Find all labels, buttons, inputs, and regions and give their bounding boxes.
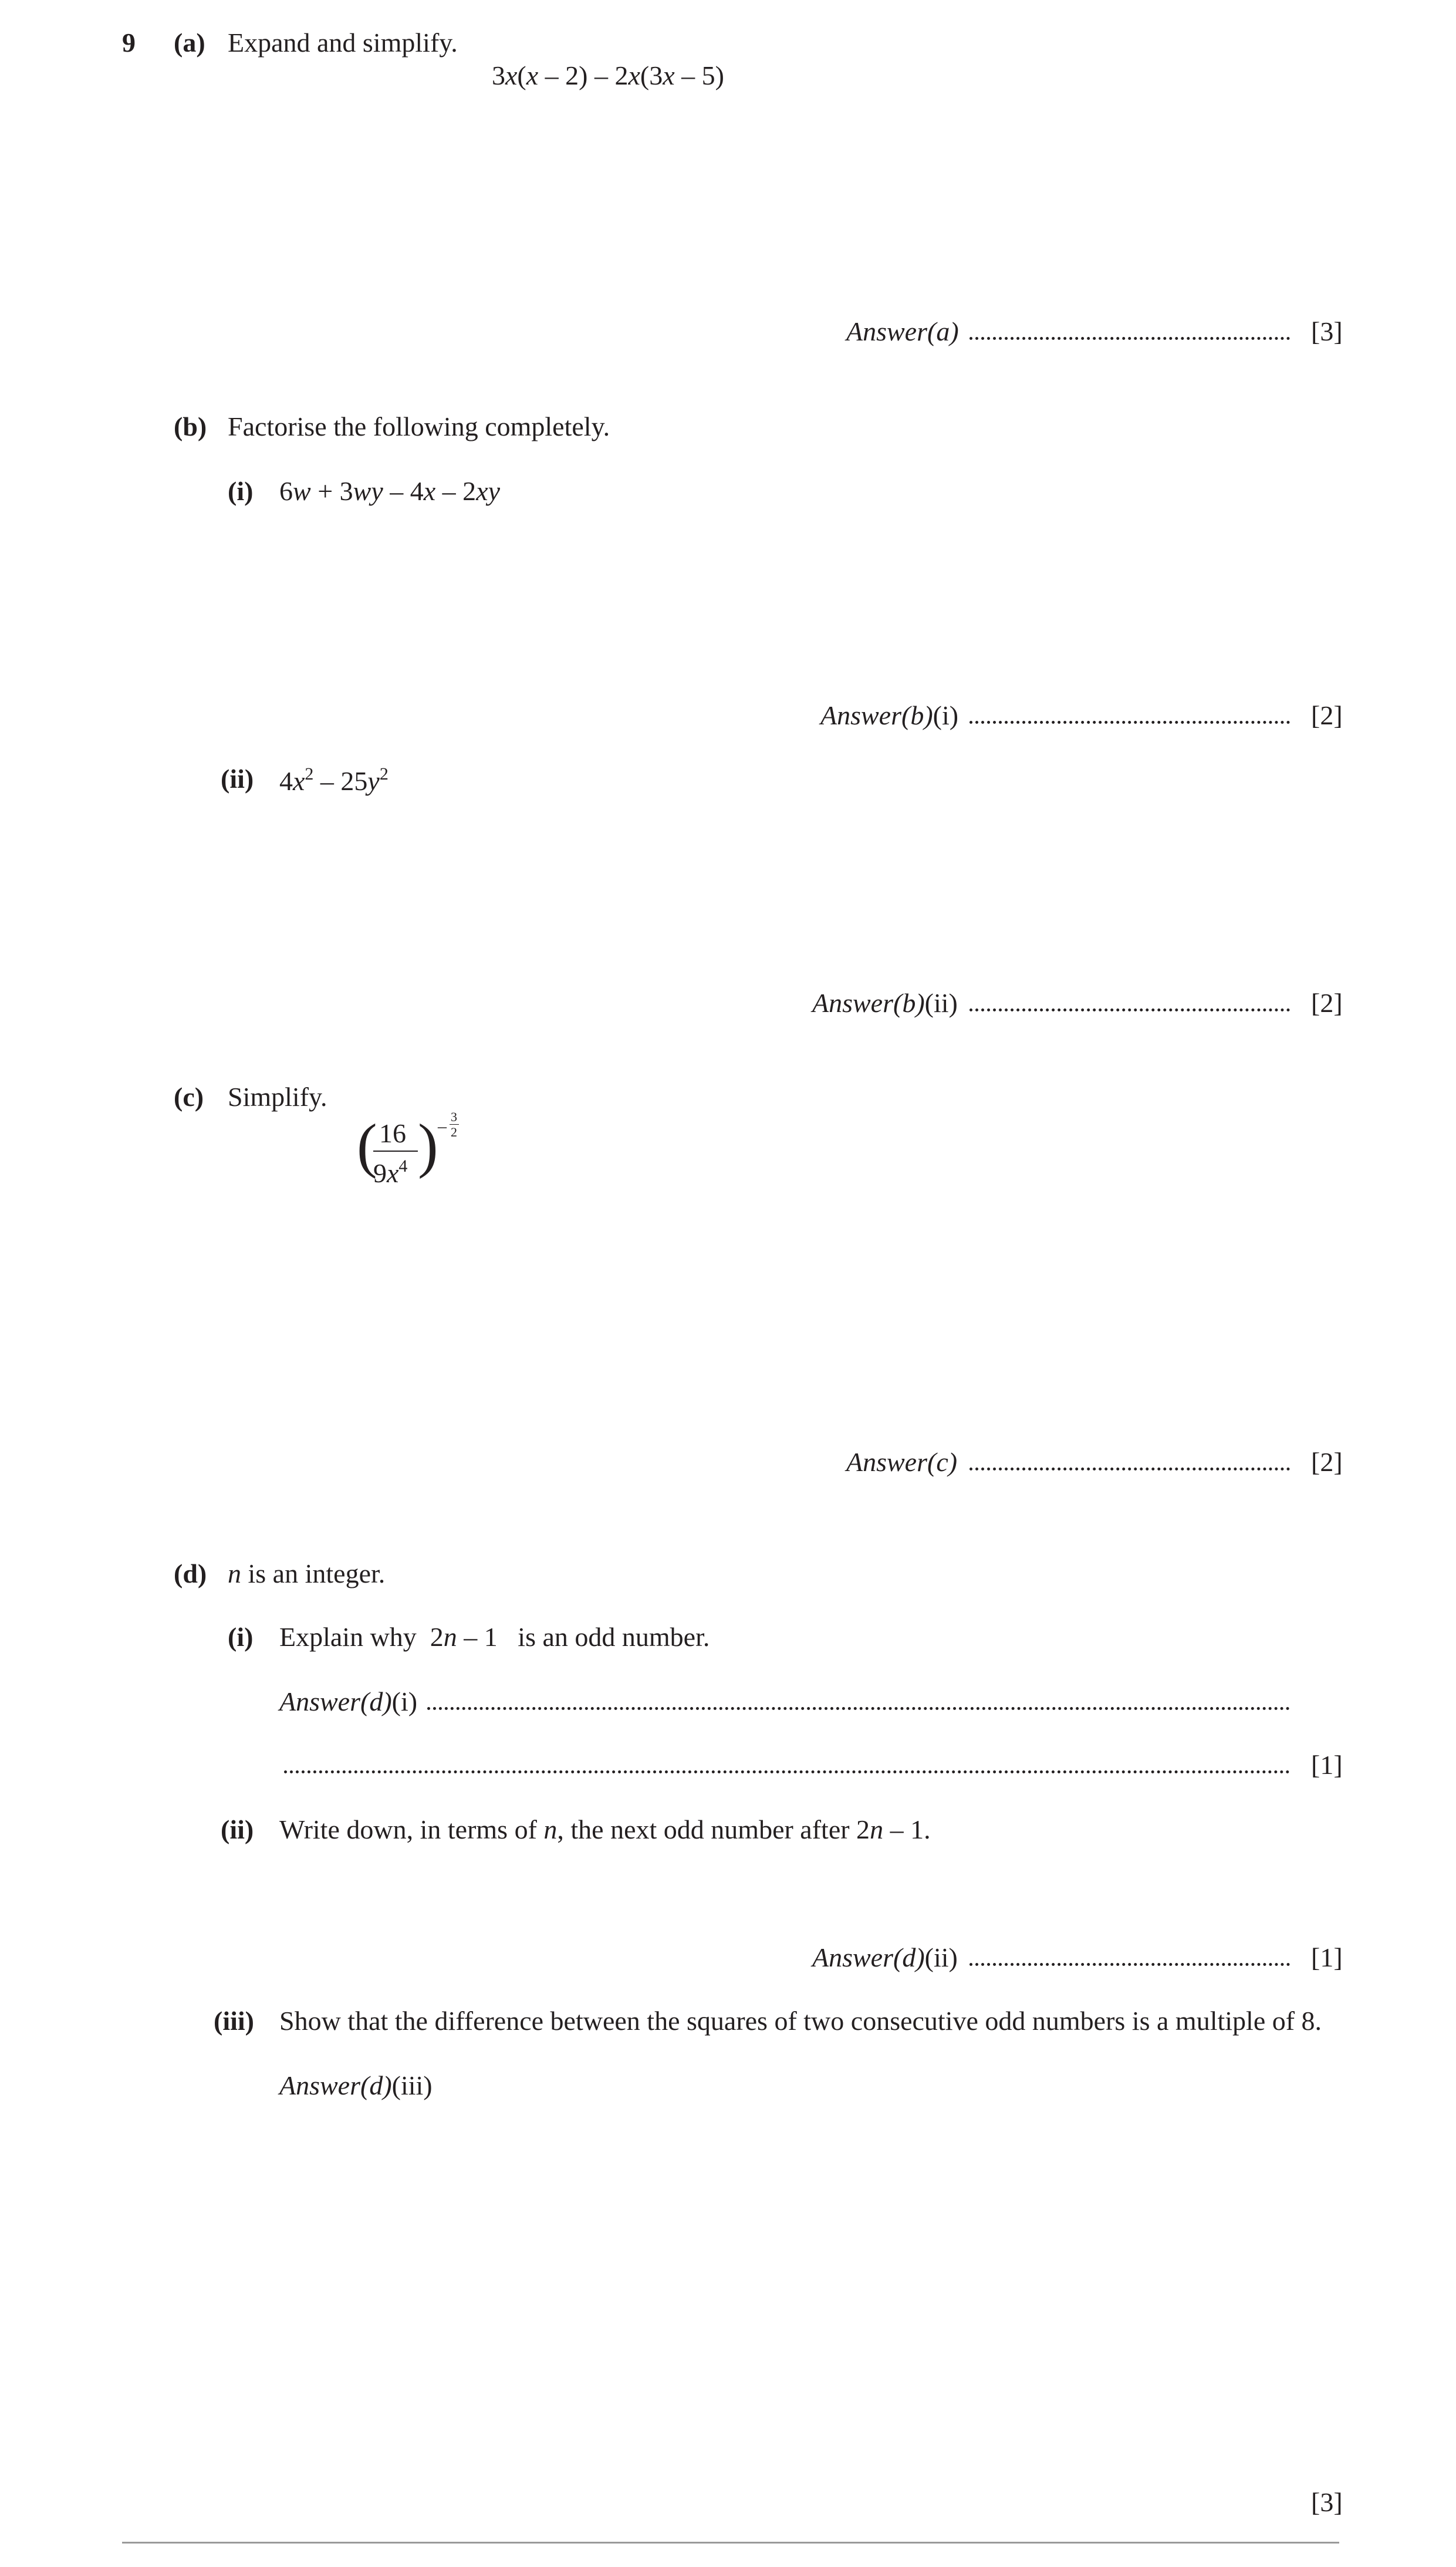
answer-d-i-label: Answer(d)(i): [279, 1686, 418, 1716]
answer-d-iii-label: Answer(d)(iii): [279, 2070, 433, 2100]
marks-a: [3]: [1311, 316, 1343, 346]
marks-b-ii: [2]: [1311, 988, 1343, 1018]
fraction-numerator: 16: [379, 1118, 406, 1148]
answer-a-label: Answer(a): [846, 316, 959, 346]
left-parenthesis: (: [357, 1112, 377, 1179]
part-a-label: (a): [174, 28, 205, 58]
part-b-ii-label: (ii): [221, 764, 254, 794]
fraction-denominator: $9x^4$: [373, 1156, 408, 1188]
part-c-expression: [357, 1109, 468, 1192]
marks-d-iii: [3]: [1311, 2487, 1343, 2517]
page-bottom-rule: [122, 2542, 1339, 2544]
answer-b-ii-line[interactable]: [969, 1008, 1290, 1011]
part-c-instruction: Simplify.: [228, 1082, 327, 1112]
answer-d-iii-workspace[interactable]: [279, 2113, 1312, 2465]
part-d-intro: n is an integer.: [228, 1559, 386, 1588]
part-c-label: (c): [174, 1082, 204, 1112]
part-a-expression: 3x(x – 2) – 2x(3x – 5): [492, 60, 724, 90]
fraction-bar: [373, 1151, 418, 1152]
part-b-instruction: Factorise the following completely.: [228, 411, 610, 441]
part-a-instruction: Expand and simplify.: [228, 28, 458, 58]
answer-d-i-line-2[interactable]: [284, 1770, 1290, 1773]
marks-d-i: [1]: [1311, 1750, 1343, 1780]
part-b-i-expression: 6w + 3wy – 4x – 2xy: [279, 476, 501, 506]
part-d-i-label: (i): [228, 1622, 254, 1652]
answer-c-label: Answer(c): [846, 1447, 958, 1477]
exponent-sign: –: [438, 1116, 447, 1136]
exponent-denominator: 2: [451, 1125, 457, 1139]
marks-b-i: [2]: [1311, 700, 1343, 730]
answer-d-ii-label: Answer(d)(ii): [812, 1942, 958, 1972]
marks-d-ii: [1]: [1311, 1942, 1343, 1972]
answer-d-i-line-1[interactable]: [427, 1707, 1290, 1710]
exponent-numerator: 3: [451, 1109, 457, 1124]
marks-c: [2]: [1311, 1447, 1343, 1477]
answer-c-line[interactable]: [969, 1468, 1290, 1470]
part-b-ii-expression: $4x^2 - 25y^2$: [279, 764, 389, 796]
right-parenthesis: ): [418, 1112, 438, 1179]
answer-b-i-label: Answer(b)(i): [820, 700, 959, 730]
part-d-ii-label: (ii): [221, 1814, 254, 1844]
part-d-ii-text: Write down, in terms of n, the next odd number after 2n – 1.: [279, 1814, 931, 1844]
question-number: 9: [122, 28, 136, 58]
part-d-iii-text: Show that the difference between the squares of two consecutive odd numbers is a multiple of 8.: [279, 2006, 1322, 2036]
answer-a-line[interactable]: [969, 337, 1290, 340]
part-b-label: (b): [174, 411, 207, 441]
answer-b-i-line[interactable]: [969, 721, 1290, 724]
part-d-iii-label: (iii): [214, 2006, 254, 2036]
answer-d-ii-line[interactable]: [969, 1963, 1290, 1966]
answer-b-ii-label: Answer(b)(ii): [812, 988, 958, 1018]
part-b-i-label: (i): [228, 476, 254, 506]
part-d-label: (d): [174, 1559, 207, 1588]
part-d-i-text: Explain why 2n – 1 is an odd number.: [279, 1622, 710, 1652]
